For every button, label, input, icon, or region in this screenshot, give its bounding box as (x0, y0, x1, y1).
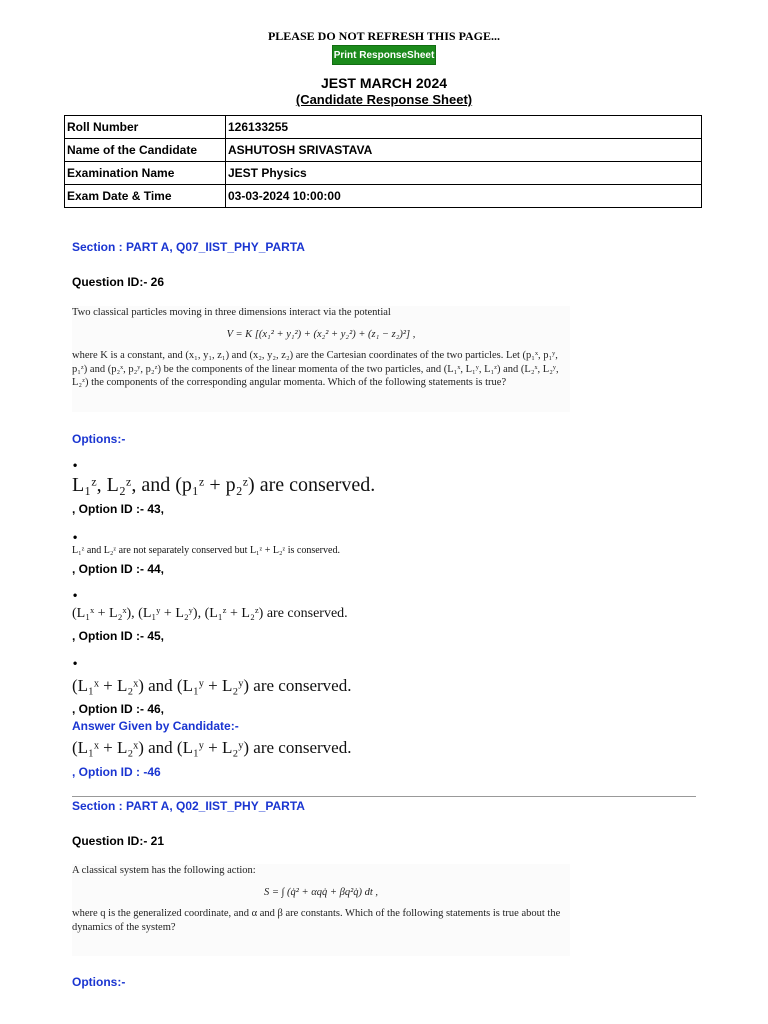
q1-options-label: Options:- (72, 432, 126, 446)
q2-text-intro: A classical system has the following action: (72, 865, 256, 876)
q1-option3-text: (L₁ˣ + L₂ˣ), (L₁ʸ + L₂ʸ), (L₁ᶻ + L₂ᶻ) are conserved. (72, 606, 348, 621)
q1-option2-id: , Option ID :- 44, (72, 562, 164, 576)
q2-options-label: Options:- (72, 975, 126, 989)
section-divider (72, 796, 696, 797)
exam-title: JEST MARCH 2024 (320, 75, 448, 91)
table-row (65, 185, 702, 208)
table-row (65, 139, 702, 162)
table-row (65, 116, 702, 139)
candidate-name-label: Name of the Candidate (65, 139, 226, 162)
q1-answer-id: , Option ID : -46 (72, 765, 161, 779)
q1-option2-text: L₁ᶻ and L₂ᶻ are not separately conserved but L₁ᶻ + L₂ᶻ is conserved. (72, 545, 340, 556)
q1-option2-bullet: • (73, 530, 78, 544)
exam-name-value: JEST Physics (226, 162, 702, 185)
print-response-sheet-button[interactable]: Print ResponseSheet (332, 45, 436, 65)
q1-option3-bullet: • (73, 588, 78, 602)
exam-subtitle: (Candidate Response Sheet) (295, 92, 473, 107)
q2-equation: S = ∫ (q̇² + αqq̇ + βq²q̇) dt , (263, 886, 379, 898)
q1-option1-text: L₁ᶻ, L₂ᶻ, and (p₁ᶻ + p₂ᶻ) are conserved. (72, 474, 376, 496)
q1-question-text (72, 306, 570, 412)
q2-section-heading: Section : PART A, Q02_IIST_PHY_PARTA (72, 799, 305, 813)
roll-number-label: Roll Number (65, 116, 226, 139)
q1-text-intro: Two classical particles moving in three dimensions interact via the potential (72, 307, 391, 318)
q2-text-body: where q is the generalized coordinate, and α and β are constants. Which of the following statements is true about the dynamics of the system? (72, 908, 561, 933)
q1-option1-id: , Option ID :- 43, (72, 502, 164, 516)
roll-number-value: 126133255 (226, 116, 702, 139)
q1-section-heading: Section : PART A, Q07_IIST_PHY_PARTA (72, 240, 305, 254)
q1-option4-id: , Option ID :- 46, (72, 702, 164, 716)
q1-option3-id: , Option ID :- 45, (72, 629, 164, 643)
q1-equation: V = K [(x₁² + y₁²) + (x₂² + y₂²) + (z₁ − z₂)²] , (226, 328, 416, 340)
candidate-info-table (64, 115, 702, 208)
exam-date-label: Exam Date & Time (65, 185, 226, 208)
q1-text-body: where K is a constant, and (x₁, y₁, z₁) and (x₂, y₂, z₂) are the Cartesian coordinates of the two particles. Let (p₁ˣ, p₁ʸ, p₁ᶻ) and (p₂ˣ, p₂ʸ, p₂ᶻ) be the components of the linear momenta of the two particles, and (L₁ˣ, L₁ʸ, L₁ᶻ) and (L₂ˣ, L₂ʸ, L₂ᶻ) the components of the corresponding angular momenta. Which of the following statements is true? (72, 350, 559, 388)
q1-answer-text: (L₁ˣ + L₂ˣ) and (L₁ʸ + L₂ʸ) are conserved. (72, 738, 352, 757)
q1-answer-label: Answer Given by Candidate:- (72, 719, 239, 733)
q1-question-id: Question ID:- 26 (72, 275, 165, 289)
q2-question-text (72, 864, 570, 956)
q1-option4-bullet: • (73, 656, 78, 670)
q2-question-id: Question ID:- 21 (72, 834, 165, 848)
exam-name-label: Examination Name (65, 162, 226, 185)
q1-option1-bullet: • (73, 458, 78, 472)
candidate-name-value: ASHUTOSH SRIVASTAVA (226, 139, 702, 162)
table-row (65, 162, 702, 185)
refresh-notice: PLEASE DO NOT REFRESH THIS PAGE... (267, 29, 501, 43)
exam-date-value: 03-03-2024 10:00:00 (226, 185, 702, 208)
q1-option4-text: (L₁ˣ + L₂ˣ) and (L₁ʸ + L₂ʸ) are conserved. (72, 676, 352, 695)
